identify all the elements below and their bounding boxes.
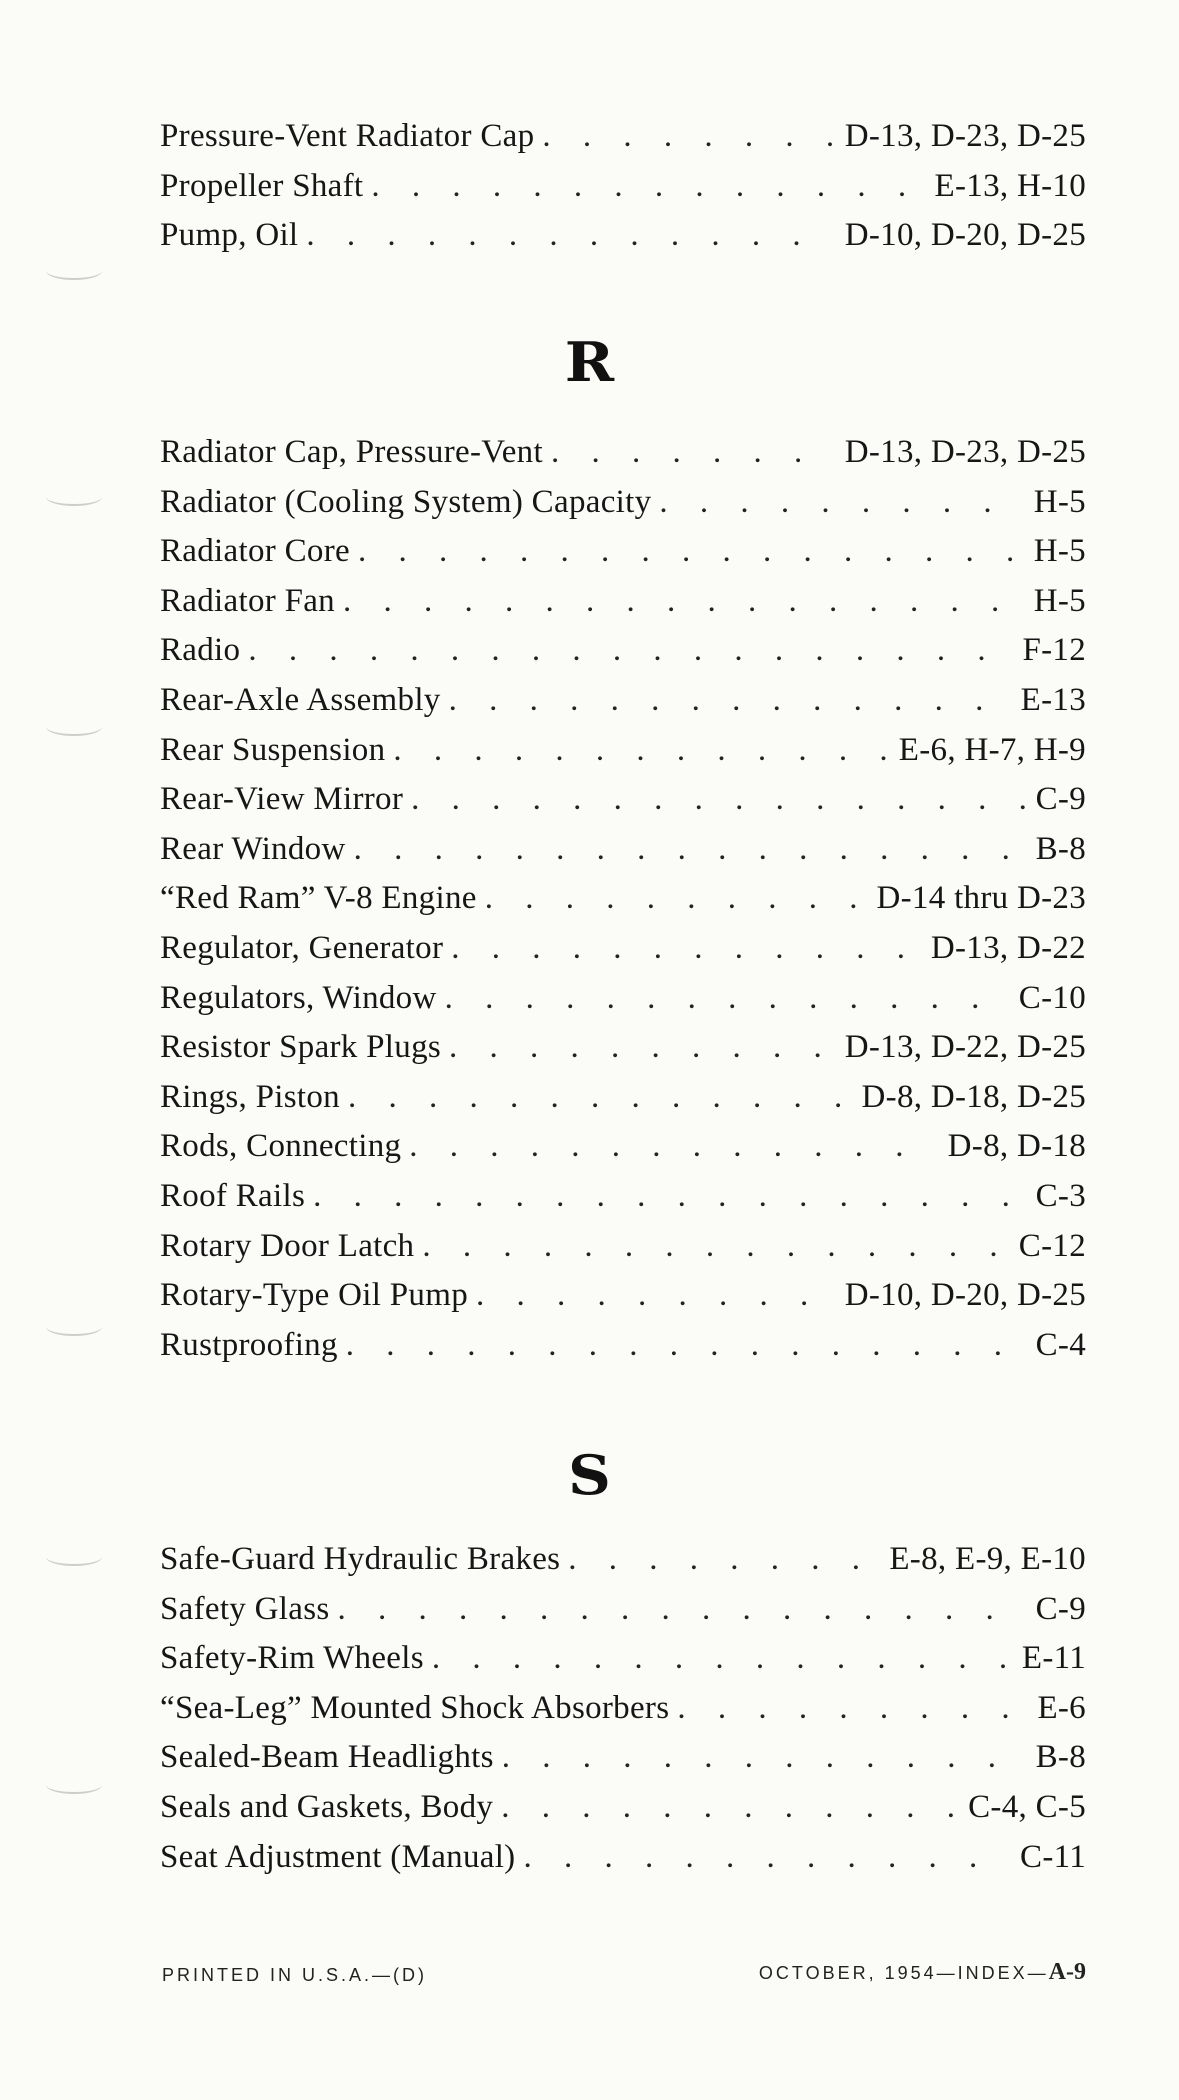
entry-term: Rings, Piston [160,1078,340,1115]
section-letter-r: R [564,330,615,394]
dot-leader [346,1321,1026,1371]
index-list-continued [160,112,1086,261]
entry-term: Rear Suspension [160,731,386,768]
dot-leader [371,162,924,212]
index-entry [160,924,1086,974]
page-number: A-9 [1048,1959,1086,1985]
entry-term: Rear-Axle Assembly [160,681,441,718]
index-entry [160,1023,1086,1073]
dot-leader [393,726,888,776]
dot-leader [523,1833,1010,1883]
entry-pages: B-8 [1035,1739,1086,1776]
dot-leader [449,1023,835,1073]
binder-hole-mark [46,1318,102,1336]
entry-term: Rods, Connecting [160,1128,402,1165]
entry-pages: C-9 [1035,781,1086,818]
dot-leader [409,1122,937,1172]
dot-leader [338,1585,1026,1635]
index-entry [160,874,1086,924]
binder-hole-mark [46,488,102,506]
index-entry [160,1684,1086,1734]
entry-term: Radiator (Cooling System) Capacity [160,483,652,520]
index-entry [160,211,1086,261]
footer-printed-note: PRINTED IN U.S.A.—(D) [162,1965,428,1985]
dot-leader [358,527,1024,577]
entry-term: Regulators, Window [160,979,437,1016]
index-entry [160,1073,1086,1123]
binder-hole-mark [46,1776,102,1794]
entry-term: Rear Window [160,830,346,867]
section-letter-s: S [568,1443,611,1507]
index-entry [160,1222,1086,1272]
dot-leader [542,112,834,162]
dot-leader [568,1535,879,1585]
index-entry [160,1271,1086,1321]
binder-hole-mark [46,262,102,280]
entry-term: Pump, Oil [160,217,299,254]
entry-pages: C-4, C-5 [968,1788,1086,1825]
index-entry [160,577,1086,627]
dot-leader [451,924,921,974]
entry-term: Seat Adjustment (Manual) [160,1838,516,1875]
entry-pages: E-13 [1020,681,1086,718]
index-entry [160,825,1086,875]
entry-term: Radiator Cap, Pressure-Vent [160,434,543,470]
entry-term: Safety-Rim Wheels [160,1640,424,1677]
dot-leader [411,775,1025,825]
index-entry [160,676,1086,726]
entry-term: Pressure-Vent Radiator Cap [160,118,535,154]
entry-term: Sealed-Beam Headlights [160,1739,494,1776]
entry-pages: H-5 [1033,582,1086,619]
entry-pages: C-3 [1035,1177,1086,1214]
entry-term: Roof Rails [160,1177,306,1214]
entry-pages: D-13, D-23, D-25 [844,434,1086,470]
index-entry [160,1585,1086,1635]
index-entry [160,775,1086,825]
entry-pages: C-12 [1018,1227,1086,1264]
entry-pages: D-8, D-18, D-25 [861,1078,1086,1115]
entry-pages: F-12 [1022,632,1086,669]
entry-term: Radio [160,632,241,669]
index-entry [160,428,1086,478]
entry-pages: D-13, D-22, D-25 [844,1029,1086,1066]
entry-term: Rotary Door Latch [160,1227,415,1264]
dot-leader [306,211,834,261]
entry-pages: D-13, D-22 [930,929,1086,966]
index-section-s [160,1535,1086,1882]
entry-term: Regulator, Generator [160,929,444,966]
index-entry [160,974,1086,1024]
index-entry [160,1535,1086,1585]
dot-leader [343,577,1024,627]
entry-pages: E-8, E-9, E-10 [889,1541,1086,1577]
dot-leader [432,1634,1012,1684]
entry-term: Safe-Guard Hydraulic Brakes [160,1541,561,1577]
page-footer [160,1956,1086,1990]
index-entry [160,1833,1086,1883]
dot-leader [551,428,835,478]
index-entry [160,1634,1086,1684]
entry-pages: C-4 [1035,1326,1086,1363]
dot-leader [348,1073,852,1123]
entry-term: “Sea-Leg” Mounted Shock Absorbers [160,1689,670,1726]
dot-leader [354,825,1026,875]
entry-term: Resistor Spark Plugs [160,1029,442,1066]
index-entry [160,112,1086,162]
dot-leader [313,1172,1026,1222]
entry-pages: E-6 [1037,1689,1086,1726]
entry-pages: D-10, D-20, D-25 [844,1277,1086,1314]
index-entry [160,626,1086,676]
footer-date-text: OCTOBER, 1954—INDEX— [758,1963,1049,1983]
binder-hole-mark [46,1548,102,1566]
entry-pages: E-13, H-10 [934,167,1086,204]
entry-term: Radiator Fan [160,582,335,619]
entry-pages: C-10 [1018,979,1086,1016]
entry-term: Propeller Shaft [160,167,364,204]
index-section-r [160,428,1086,1370]
entry-term: Safety Glass [160,1590,330,1627]
entry-term: “Red Ram” V-8 Engine [160,880,477,917]
entry-term: Rear-View Mirror [160,781,404,818]
dot-leader [445,974,1009,1024]
entry-pages: E-6, H-7, H-9 [898,731,1086,768]
index-entry [160,1321,1086,1371]
entry-term: Rotary-Type Oil Pump [160,1277,468,1314]
index-entry [160,478,1086,528]
dot-leader [476,1271,835,1321]
index-entry [160,726,1086,776]
entry-pages: H-5 [1033,483,1086,520]
dot-leader [501,1783,958,1833]
index-entry [160,1172,1086,1222]
footer-date-index [759,1959,1086,1986]
entry-pages: E-11 [1021,1640,1086,1677]
dot-leader [502,1733,1026,1783]
entry-pages: D-13, D-23, D-25 [844,118,1086,154]
entry-term: Radiator Core [160,533,350,570]
index-entry [160,1122,1086,1172]
index-entry [160,1733,1086,1783]
entry-pages: C-9 [1035,1590,1086,1627]
index-entry [160,162,1086,212]
entry-term: Rustproofing [160,1326,338,1363]
entry-pages: D-10, D-20, D-25 [844,217,1086,254]
entry-term: Seals and Gaskets, Body [160,1788,494,1825]
binder-hole-mark [46,718,102,736]
dot-leader [422,1222,1008,1272]
entry-pages: C-11 [1020,1838,1086,1875]
entry-pages: D-8, D-18 [947,1128,1086,1165]
dot-leader [677,1684,1027,1734]
dot-leader [248,626,1012,676]
index-entry [160,527,1086,577]
entry-pages: B-8 [1035,830,1086,867]
dot-leader [449,676,1011,726]
dot-leader [659,478,1023,528]
entry-pages: H-5 [1033,533,1086,570]
index-entry [160,1783,1086,1833]
entry-pages: D-14 thru D-23 [876,880,1086,917]
dot-leader [485,874,867,924]
